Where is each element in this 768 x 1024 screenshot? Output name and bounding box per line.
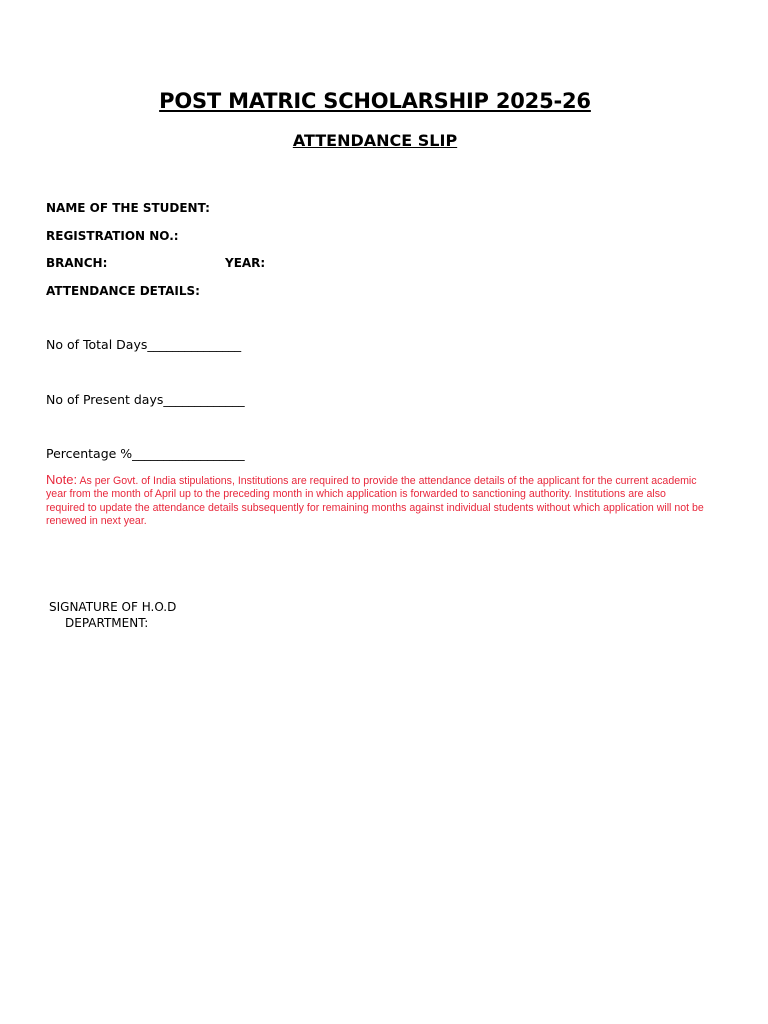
- branch-label: BRANCH:: [46, 256, 108, 270]
- present-days-line: No of Present days_____________: [46, 392, 245, 407]
- signature-department-label: DEPARTMENT:: [65, 616, 149, 630]
- registration-label: REGISTRATION NO.:: [46, 229, 179, 243]
- student-name-label: NAME OF THE STUDENT:: [46, 201, 210, 215]
- note-paragraph: [46, 473, 706, 528]
- attendance-details-label: ATTENDANCE DETAILS:: [46, 284, 200, 298]
- page-title: POST MATRIC SCHOLARSHIP 2025-26: [159, 89, 591, 113]
- signature-hod-label: SIGNATURE OF H.O.D: [49, 600, 177, 614]
- total-days-line: No of Total Days_______________: [46, 337, 242, 352]
- year-label: YEAR:: [225, 256, 266, 270]
- note-text: As per Govt. of India stipulations, Institutions are required to provide the attendance details of the applicant for the current academic year from the month of April up to the preceding month in which application is forwarded to sanctioning authority. Institutions are also required to update the attendance details subsequently for remaining months against individual students without which application will not be renewed in next year.: [46, 475, 704, 527]
- page-subtitle: ATTENDANCE SLIP: [292, 131, 458, 150]
- percentage-line: Percentage %__________________: [46, 446, 245, 461]
- note-label: Note:: [46, 472, 78, 487]
